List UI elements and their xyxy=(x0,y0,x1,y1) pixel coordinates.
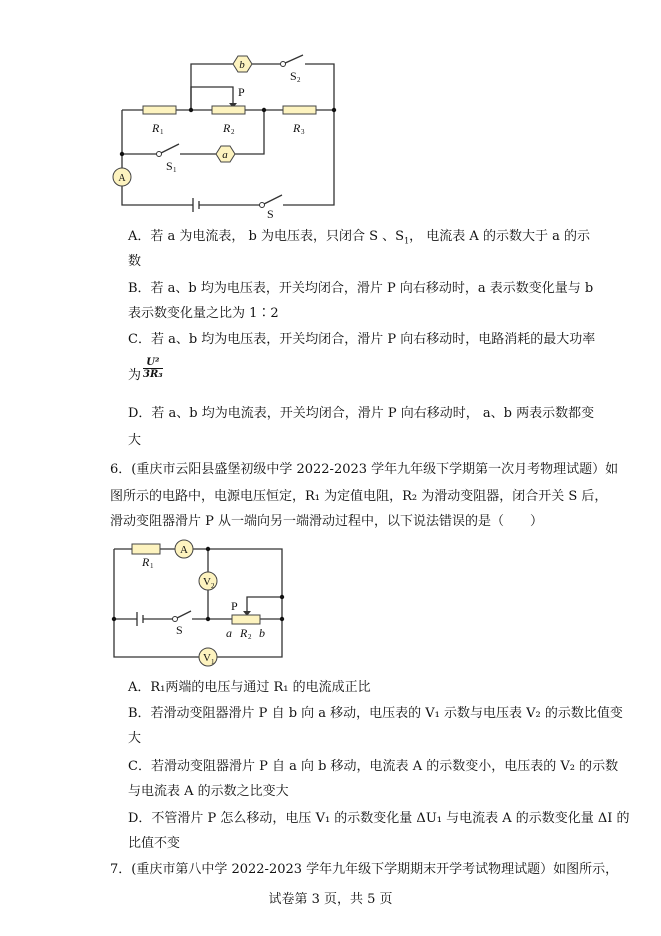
fraction-numerator: U² xyxy=(143,357,163,369)
slider-p-label: P xyxy=(231,599,238,613)
v1-label: V xyxy=(203,652,211,664)
r1-label: R xyxy=(152,121,160,135)
q5-option-a-text: A．若 a 为电流表， b 为电压表，只闭合 S 、S xyxy=(128,229,405,244)
end-b-label: b xyxy=(259,626,265,640)
q5-option-c-cont: 为 xyxy=(128,368,142,383)
end-a-label: a xyxy=(226,626,232,640)
q6-option-b: B．若滑动变阻器滑片 P 自 b 向 a 移动，电压表的 V₁ 示数与电压表 V₂ 的示数比值变 xyxy=(128,706,623,721)
v2-label: V xyxy=(203,576,211,588)
q5-option-d-cont: 大 xyxy=(128,433,142,448)
q6-option-c-cont: 与电流表 A 的示数之比变大 xyxy=(128,784,289,799)
r3-sub: 3 xyxy=(301,128,305,136)
ammeter-label: A xyxy=(118,173,126,184)
q5-option-d: D．若 a、b 均为电流表，开关均闭合，滑片 P 向右移动时， a、b 两表示数都变 xyxy=(128,406,595,421)
q5-option-c: C．若 a、b 均为电压表，开关均闭合，滑片 P 向右移动时，电路消耗的最大功率 xyxy=(128,332,596,347)
s1-sub: 1 xyxy=(173,166,177,174)
s-label: S xyxy=(267,207,274,221)
q6-stem-line1: 6．(重庆市云阳县盛堡初级中学 2022-2023 学年九年级下学期第一次月考物理试题）如 xyxy=(110,462,619,477)
q6-option-d: D．不管滑片 P 怎么移动，电压 V₁ 的示数变化量 ΔU₁ 与电流表 A 的示数变化量 ΔI 的 xyxy=(128,811,630,826)
page-footer: 试卷第 3 页，共 5 页 xyxy=(268,892,393,907)
ammeter-label: A xyxy=(180,544,188,556)
q6-stem-line2: 图所示的电路中，电源电压恒定，R₁ 为定值电阻，R₂ 为滑动变阻器，闭合开关 S 后， xyxy=(110,489,608,504)
slider-p-label: P xyxy=(238,85,245,99)
s2-sub: 2 xyxy=(297,76,301,84)
q5-circuit-diagram xyxy=(0,0,661,230)
r2-label: R xyxy=(223,121,231,135)
q5-option-a-cont: 数 xyxy=(128,254,142,269)
power-fraction xyxy=(143,357,163,380)
r2-sub: 2 xyxy=(248,633,252,641)
r1-sub: 1 xyxy=(160,128,164,136)
q5-option-a xyxy=(128,229,590,250)
fraction-denominator: 3R₃ xyxy=(143,369,163,380)
q5-option-b: B．若 a、b 均为电压表，开关均闭合，滑片 P 向右移动时，a 表示数变化量与 b xyxy=(128,281,594,296)
q7-stem-line1: 7．(重庆市第八中学 2022-2023 学年九年级下学期期末开学考试物理试题）如图所示， xyxy=(110,862,619,877)
v1-sub: 1 xyxy=(211,658,215,666)
r2-label: R xyxy=(240,626,248,640)
s1-label: S xyxy=(166,159,173,173)
r1-label: R xyxy=(142,555,150,569)
q5-option-a-sub: 1 xyxy=(404,236,410,246)
v2-sub: 2 xyxy=(211,582,215,590)
s2-label: S xyxy=(290,69,297,83)
q6-circuit-diagram xyxy=(0,530,661,675)
q6-option-c: C．若滑动变阻器滑片 P 自 a 向 b 移动，电流表 A 的示数变小，电压表的 V₂ 的示数 xyxy=(128,759,619,774)
meter-a-label: a xyxy=(222,149,228,161)
r3-label: R xyxy=(293,121,301,135)
q6-option-d-cont: 比值不变 xyxy=(128,836,181,851)
r2-sub: 2 xyxy=(231,128,235,136)
q6-option-b-cont: 大 xyxy=(128,731,142,746)
q6-stem-line3: 滑动变阻器滑片 P 从一端向另一端滑动过程中，以下说法错误的是（ ） xyxy=(110,514,544,529)
switch-s-label: S xyxy=(176,623,183,637)
q6-option-a: A．R₁两端的电压与通过 R₁ 的电流成正比 xyxy=(128,680,371,695)
r1-sub: 1 xyxy=(150,562,154,570)
meter-b-label: b xyxy=(239,59,245,71)
q5-option-b-cont: 表示数变化量之比为 1∶2 xyxy=(128,306,279,321)
q5-option-a-text2: ， 电流表 A 的示数大于 a 的示 xyxy=(409,229,590,244)
